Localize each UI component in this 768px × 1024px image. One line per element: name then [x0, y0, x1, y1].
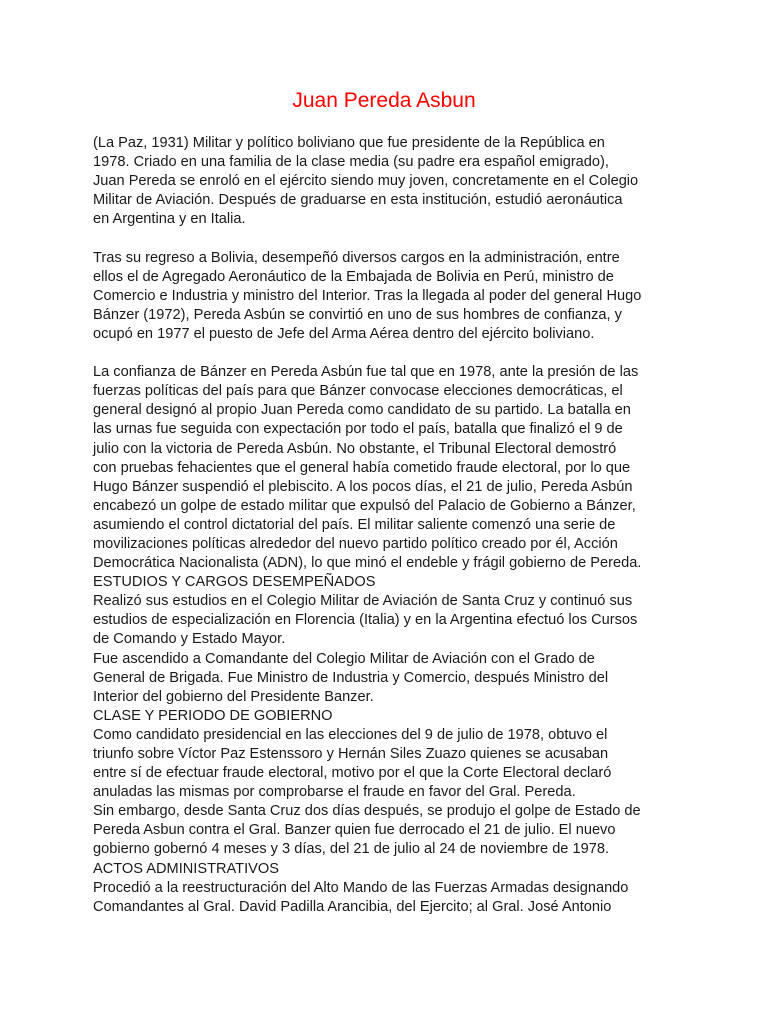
text-line: 1978. Criado en una familia de la clase media (su padre era español emigrado), — [93, 154, 609, 171]
text-line: Realizó sus estudios en el Colegio Militar de Aviación de Santa Cruz y continuó sus — [93, 593, 633, 610]
text-line: movilizaciones políticas alrededor del nuevo partido político creado por él, Acción — [93, 535, 618, 552]
text-line: Pereda Asbun contra el Gral. Banzer quien fue derrocado el 21 de julio. El nuevo — [93, 822, 616, 839]
text-line: Sin embargo, desde Santa Cruz dos días después, se produjo el golpe de Estado de — [93, 803, 641, 820]
text-line: triunfo sobre Víctor Paz Estenssoro y Hernán Siles Zuazo quienes se acusaban — [93, 746, 609, 762]
page-title: Juan Pereda Asbun — [292, 89, 476, 112]
text-line: Fue ascendido a Comandante del Colegio Militar de Aviación con el Grado de — [93, 650, 595, 667]
text-line: General de Brigada. Fue Ministro de Industria y Comercio, después Ministro del — [93, 669, 609, 686]
paragraph — [93, 249, 693, 344]
text-line: (La Paz, 1931) Militar y político boliviano que fue presidente de la República en — [93, 135, 605, 151]
text-line: en Argentina y en Italia. — [93, 211, 246, 228]
text-line: julio con la victoria de Pereda Asbún. No obstante, el Tribunal Electoral demostró — [93, 440, 617, 457]
text-line: Hugo Bánzer suspendió el plebiscito. A los pocos días, el 21 de julio, Pereda Asbún — [93, 478, 633, 495]
text-line: Comandantes al Gral. David Padilla Arancibia, del Ejercito; al Gral. José Antonio — [93, 898, 612, 915]
text-line: ESTUDIOS Y CARGOS DESEMPEÑADOS — [93, 574, 376, 591]
text-line: las urnas fue seguida con expectación por todo el país, batalla que finalizó el 9 de — [93, 421, 623, 438]
text-line: Interior del gobierno del Presidente Banzer. — [93, 688, 374, 705]
text-line: Procedió a la reestructuración del Alto Mando de las Fuerzas Armadas designando — [93, 879, 629, 896]
paragraph-gap — [93, 229, 693, 248]
text-line: Como candidato presidencial en las elecciones del 9 de julio de 1978, obtuvo el — [93, 726, 608, 743]
text-line: fuerzas políticas del país para que Bánzer convocase elecciones democráticas, el — [93, 383, 623, 400]
document-body — [93, 134, 693, 917]
text-line: con pruebas fehacientes que el general había cometido fraude electoral, por lo que — [93, 459, 631, 476]
paragraph — [93, 134, 693, 229]
paragraph — [93, 363, 693, 917]
text-line: gobierno gobernó 4 meses y 3 días, del 21 de julio al 24 de noviembre de 1978. — [93, 841, 609, 858]
paragraph-gap — [93, 344, 693, 363]
text-line: CLASE Y PERIODO DE GOBIERNO — [93, 707, 333, 724]
text-line: asumiendo el control dictatorial del país. El militar saliente comenzó una serie de — [93, 516, 616, 533]
text-line: de Comando y Estado Mayor. — [93, 631, 286, 648]
text-line: Democrática Nacionalista (ADN), lo que minó el endeble y frágil gobierno de Pereda. — [93, 555, 642, 572]
text-line: Militar de Aviación. Después de graduarse en esta institución, estudió aeronáutica — [93, 192, 623, 209]
text-line: ellos el de Agregado Aeronáutico de la Embajada de Bolivia en Perú, ministro de — [93, 268, 614, 285]
text-line: anuladas las mismas por comprobarse el fraude en favor del Gral. Pereda. — [93, 784, 576, 801]
text-line: estudios de especialización en Florencia (Italia) y en la Argentina efectuó los Cursos — [93, 612, 638, 629]
text-line: Tras su regreso a Bolivia, desempeñó diversos cargos en la administración, entre — [93, 249, 620, 266]
text-line: ACTOS ADMINISTRATIVOS — [93, 860, 279, 877]
text-line: Bánzer (1972), Pereda Asbún se convirtió en uno de sus hombres de confianza, y — [93, 306, 622, 323]
text-line: general designó al propio Juan Pereda como candidato de su partido. La batalla en — [93, 402, 631, 419]
text-line: La confianza de Bánzer en Pereda Asbún fue tal que en 1978, ante la presión de las — [93, 364, 639, 381]
text-line: Juan Pereda se enroló en el ejército siendo muy joven, concretamente en el Colegio — [93, 173, 639, 190]
text-line: ocupó en 1977 el puesto de Jefe del Arma Aérea dentro del ejército boliviano. — [93, 325, 595, 342]
text-line: entre sí de efectuar fraude electoral, motivo por el que la Corte Electoral declaró — [93, 765, 612, 782]
text-line: Comercio e Industria y ministro del Interior. Tras la llegada al poder del general Hugo — [93, 287, 642, 304]
text-line: encabezó un golpe de estado militar que expulsó del Palacio de Gobierno a Bánzer, — [93, 497, 636, 514]
